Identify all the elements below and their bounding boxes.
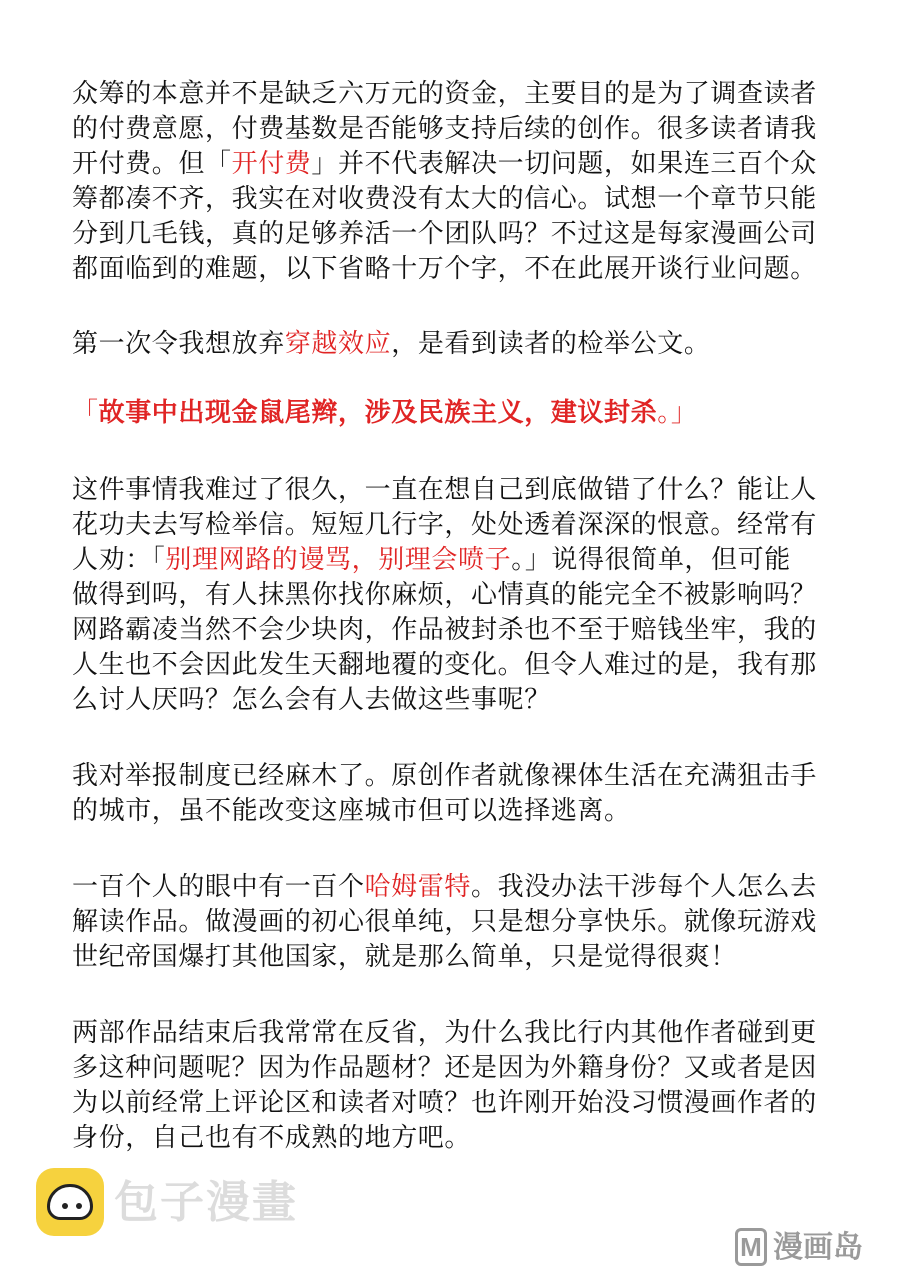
text-line bbox=[72, 543, 842, 578]
text-line: 人生也不会因此发生天翻地覆的变化。但令人难过的是，我有那 bbox=[72, 650, 817, 680]
text-line: 多这种问题呢？因为作品题材？还是因为外籍身份？又或者是因 bbox=[72, 1053, 817, 1083]
text-line: 众筹的本意并不是缺乏六万元的资金，主要目的是为了调查读者 bbox=[72, 79, 817, 109]
text-span: 开付费。但「 bbox=[72, 149, 232, 179]
eye-icon bbox=[76, 1203, 82, 1209]
paragraph-sadness bbox=[72, 473, 842, 718]
text-line bbox=[72, 327, 842, 362]
quote-text: 故事中出现金鼠尾辫，涉及民族主义，建议封杀 bbox=[98, 398, 658, 428]
text-line bbox=[72, 147, 842, 182]
manhuadao-watermark bbox=[735, 1228, 895, 1270]
highlight-text: 哈姆雷特 bbox=[364, 872, 472, 902]
text-span: 」并不代表解决一切问题，如果连三百个众 bbox=[311, 149, 817, 179]
manhuadao-watermark-text: 漫画岛 bbox=[773, 1230, 863, 1265]
text-line: 么讨人厌吗？怎么会有人去做这些事呢？ bbox=[72, 685, 551, 715]
text-line: 解读作品。做漫画的初心很单纯，只是想分享快乐。就像玩游戏 bbox=[72, 907, 817, 937]
text-line: 网路霸凌当然不会少块肉，作品被封杀也不至于赔钱坐牢，我的 bbox=[72, 615, 817, 645]
text-line: 做得到吗，有人抹黑你找你麻烦，心情真的能完全不被影响吗？ bbox=[72, 580, 817, 610]
bun-mascot-icon bbox=[36, 1168, 104, 1236]
quote-close: 。」 bbox=[657, 398, 698, 428]
baozi-watermark-text: 包子漫畫 bbox=[114, 1177, 298, 1228]
text-line: 的付费意愿，付费基数是否能够支持后续的创作。很多读者请我 bbox=[72, 114, 817, 144]
text-line: 分到几毛钱，真的足够养活一个团队吗？不过这是每家漫画公司 bbox=[72, 219, 817, 249]
text-line: 身份，自己也有不成熟的地方吧。 bbox=[72, 1123, 472, 1153]
highlight-text: 别理网路的谩骂，别理会喷子 bbox=[165, 545, 512, 575]
paragraph-first-time bbox=[72, 327, 842, 362]
text-line: 为以前经常上评论区和读者对喷？也许刚开始没习惯漫画作者的 bbox=[72, 1088, 817, 1118]
eye-icon bbox=[62, 1203, 68, 1209]
text-span: ，是看到读者的检举公文。 bbox=[391, 329, 711, 359]
text-line: 都面临到的难题，以下省略十万个字，不在此展开谈行业问题。 bbox=[72, 254, 817, 284]
text-span: 。我没办法干涉每个人怎么去 bbox=[471, 872, 817, 902]
m-logo-icon: M bbox=[735, 1228, 767, 1266]
paragraph-report-system bbox=[72, 759, 842, 829]
text-line bbox=[72, 870, 842, 905]
bun-face bbox=[47, 1184, 93, 1220]
report-quote bbox=[72, 396, 697, 431]
text-line: 世纪帝国爆打其他国家，就是那么简单，只是觉得很爽！ bbox=[72, 942, 738, 972]
text-line: 两部作品结束后我常常在反省，为什么我比行内其他作者碰到更 bbox=[72, 1018, 817, 1048]
text-line: 的城市，虽不能改变这座城市但可以选择逃离。 bbox=[72, 796, 631, 826]
paragraph-reflection bbox=[72, 1016, 842, 1156]
paragraph-hamlet bbox=[72, 870, 842, 975]
text-span: 第一次令我想放弃 bbox=[72, 329, 285, 359]
paragraph-crowdfunding bbox=[72, 77, 842, 287]
highlight-text: 穿越效应 bbox=[284, 329, 392, 359]
text-line: 这件事情我难过了很久，一直在想自己到底做错了什么？能让人 bbox=[72, 475, 817, 505]
text-span: 人劝：「 bbox=[72, 545, 166, 575]
text-span: 一百个人的眼中有一百个 bbox=[72, 872, 365, 902]
text-span: 。」说得很简单，但可能 bbox=[511, 545, 791, 575]
text-line: 我对举报制度已经麻木了。原创作者就像裸体生活在充满狙击手 bbox=[72, 761, 817, 791]
text-line: 筹都凑不齐，我实在对收费没有太大的信心。试想一个章节只能 bbox=[72, 184, 817, 214]
highlight-text: 开付费 bbox=[231, 149, 312, 179]
text-line: 花功夫去写检举信。短短几行字，处处透着深深的恨意。经常有 bbox=[72, 510, 817, 540]
quote-open: 「 bbox=[72, 398, 99, 428]
baozi-watermark bbox=[36, 1168, 326, 1240]
